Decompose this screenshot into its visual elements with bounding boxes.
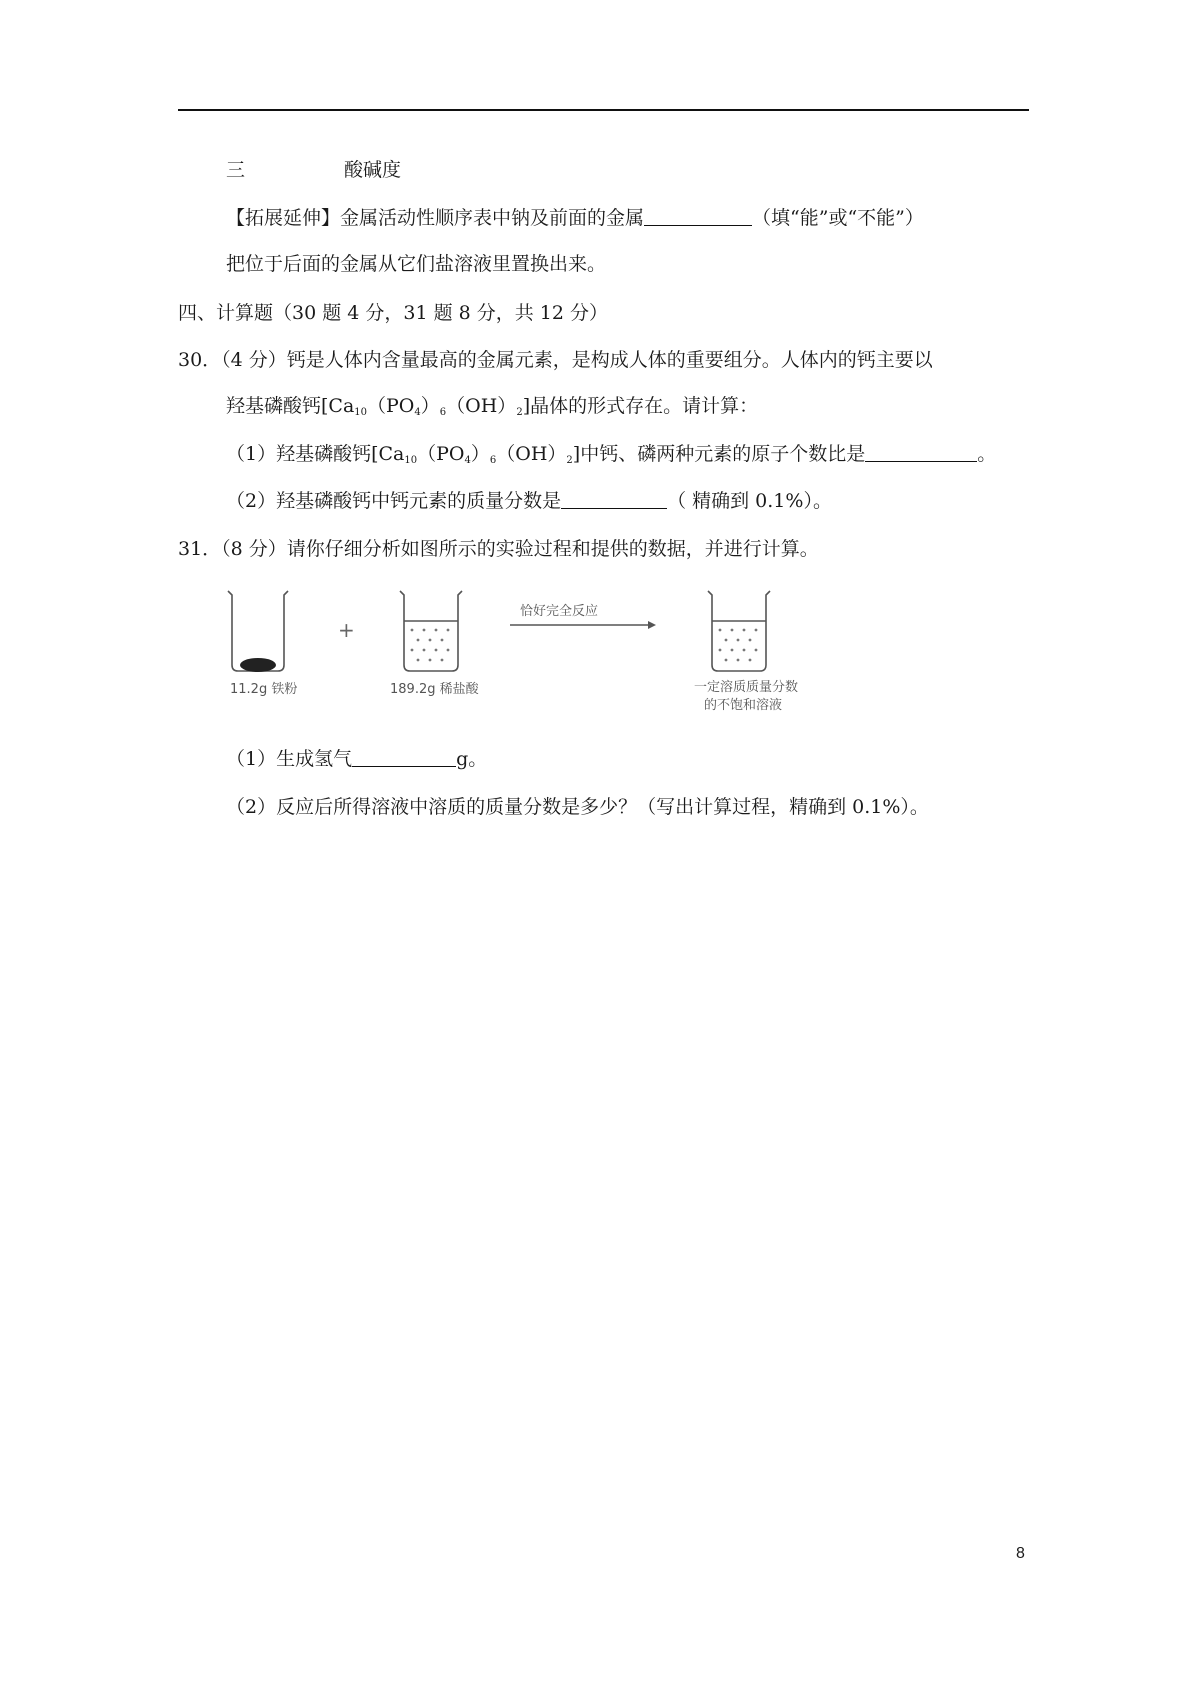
formula-sub: 2 <box>516 407 523 418</box>
q31-sub1-text: g。 <box>456 748 488 770</box>
answer-blank-hydrogen[interactable] <box>352 746 456 767</box>
formula-sub: 10 <box>354 407 368 418</box>
extension-text-b: （填“能”或“不能”） <box>752 207 924 229</box>
formula-text: ]中钙、磷两种元素的原子个数比是 <box>572 443 866 465</box>
q31-lead: 31．（8 分）请你仔细分析如图所示的实验过程和提供的数据，并进行计算。 <box>178 538 819 560</box>
formula-text: ） <box>420 395 440 417</box>
extension-tag: 【拓展延伸】 <box>226 207 341 229</box>
fig-label-solution-2: 的不饱和溶液 <box>704 698 783 713</box>
section-title: 四、计算题（30 题 4 分，31 题 8 分，共 12 分） <box>178 302 609 324</box>
formula-sub: 6 <box>489 455 497 466</box>
arrow-label: 恰好完全反应 <box>520 604 599 619</box>
q30-formula-line <box>226 392 758 420</box>
formula-sub: 4 <box>414 407 421 418</box>
formula-sub: 2 <box>566 455 573 466</box>
formula-text: 羟基磷酸钙[Ca <box>226 395 355 417</box>
extension-line-1 <box>226 204 924 232</box>
formula-sub: 10 <box>404 455 418 466</box>
table-row-cell-1: 三 <box>226 159 246 181</box>
formula-text: ） <box>470 443 490 465</box>
formula-text: （PO <box>417 443 465 465</box>
formula-text: （OH） <box>496 443 567 465</box>
formula-sub: 4 <box>464 455 471 466</box>
header-rule <box>178 109 1029 111</box>
page-number: 8 <box>1016 1545 1025 1562</box>
q31-sub2: （2）反应后所得溶液中溶质的质量分数是多少？（写出计算过程，精确到 0.1%）。 <box>226 796 929 818</box>
beaker-solution <box>708 591 770 671</box>
fig-label-acid: 189.2g 稀盐酸 <box>390 682 479 697</box>
q31-sub1 <box>226 745 487 773</box>
table-row-cell-2: 酸碱度 <box>344 159 402 181</box>
acid-liquid-dots <box>411 629 450 662</box>
q30-lead: 30．（4 分）钙是人体内含量最高的金属元素，是构成人体的重要组分。人体内的钙主要以 <box>178 349 933 371</box>
solution-liquid-dots <box>719 629 758 662</box>
formula-text: （OH） <box>446 395 517 417</box>
q30-sub2 <box>226 487 832 515</box>
q30-sub2-text: （2）羟基磷酸钙中钙元素的质量分数是 <box>226 490 562 512</box>
q31-sub1-text: （1）生成氢气 <box>226 748 353 770</box>
q30-sub2-text: （ 精确到 0.1%）。 <box>667 490 832 512</box>
beaker-hydrochloric-acid <box>400 591 462 671</box>
answer-blank-mass-fraction[interactable] <box>561 488 667 509</box>
formula-text: （PO <box>367 395 415 417</box>
extension-line-2: 把位于后面的金属从它们盐溶液里置换出来。 <box>226 253 607 275</box>
fig-label-solution-1: 一定溶质质量分数 <box>694 680 799 695</box>
formula-sub: 6 <box>439 407 447 418</box>
formula-text: ]晶体的形式存在。请计算： <box>522 395 759 417</box>
q30-sub1 <box>226 440 996 468</box>
iron-powder <box>240 658 276 672</box>
experiment-figure <box>220 585 840 715</box>
formula-text: （1）羟基磷酸钙[Ca <box>226 443 405 465</box>
fig-label-iron: 11.2g 铁粉 <box>230 682 298 697</box>
extension-text-a: 金属活动性顺序表中钠及前面的金属 <box>340 207 645 229</box>
answer-blank-ratio[interactable] <box>865 441 977 462</box>
plus-sign: + <box>338 618 355 642</box>
formula-text: 。 <box>977 443 997 465</box>
answer-blank-can[interactable] <box>644 205 752 226</box>
arrow-head <box>648 621 656 629</box>
